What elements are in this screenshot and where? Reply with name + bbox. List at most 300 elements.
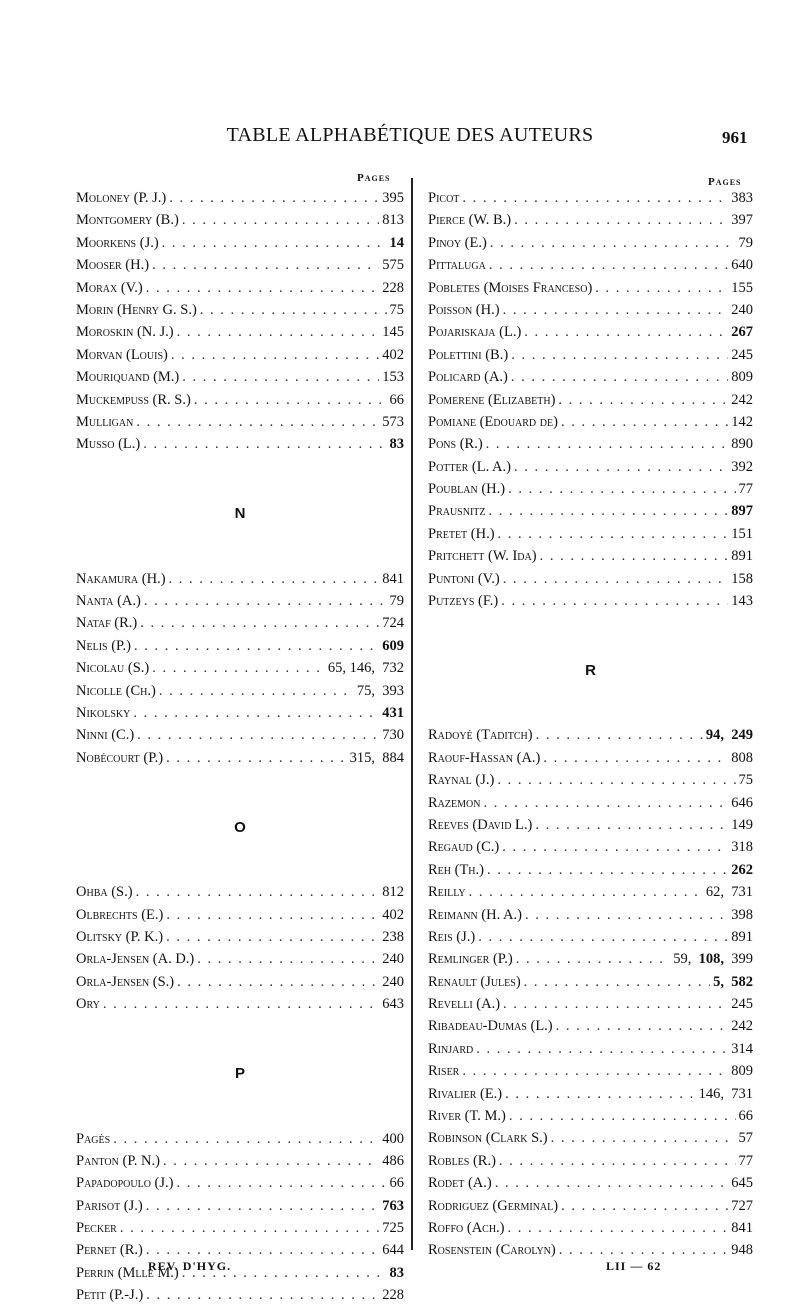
index-entry xyxy=(76,392,404,414)
index-entry xyxy=(428,1175,753,1197)
page-references xyxy=(390,1175,405,1192)
page-ref: 65, 146, xyxy=(327,660,375,677)
page-references xyxy=(731,907,753,924)
index-entry xyxy=(76,1220,404,1242)
page-references xyxy=(390,436,405,453)
index-entry xyxy=(76,884,404,906)
page-ref: 393 xyxy=(382,682,404,699)
page-number: 961 xyxy=(722,128,748,147)
page-references xyxy=(382,929,404,946)
dot-leader xyxy=(495,1175,729,1192)
author-name: Pobletes (Moises Franceso) xyxy=(428,279,593,296)
index-entry xyxy=(76,257,404,279)
page-ref: 83 xyxy=(389,1264,404,1281)
index-entry xyxy=(76,593,404,615)
page-references xyxy=(731,996,753,1013)
author-name: Petit (P.-J.) xyxy=(76,1287,144,1304)
index-entry xyxy=(76,974,404,996)
dot-leader xyxy=(559,1242,729,1259)
dot-leader xyxy=(469,884,703,901)
author-name: Orla-Jensen (A. D.) xyxy=(76,951,195,968)
page-references xyxy=(731,1175,753,1192)
dot-leader xyxy=(499,1153,736,1170)
dot-leader xyxy=(551,1130,736,1147)
index-entry xyxy=(428,302,753,324)
index-entry xyxy=(428,548,753,570)
page-references xyxy=(382,324,404,341)
index-entry xyxy=(76,1242,404,1264)
page-ref: 646 xyxy=(731,794,753,811)
author-name: Rodriguez (Germinal) xyxy=(428,1197,559,1214)
author-name: Parisot (J.) xyxy=(76,1197,143,1214)
page-ref: 400 xyxy=(382,1130,404,1147)
index-entry xyxy=(76,1175,404,1197)
index-entry xyxy=(428,929,753,951)
page-references xyxy=(382,280,404,297)
dot-leader xyxy=(166,750,346,767)
page-ref: 431 xyxy=(382,705,404,722)
page-ref: 77 xyxy=(738,481,753,498)
author-name: Poisson (H.) xyxy=(428,301,500,318)
index-entry xyxy=(428,951,753,973)
index-entry xyxy=(428,280,753,302)
dot-leader xyxy=(483,795,728,812)
page-ref: 891 xyxy=(731,928,753,945)
page-ref: 645 xyxy=(731,1175,753,1192)
dot-leader xyxy=(561,1198,728,1215)
index-entry xyxy=(428,1130,753,1152)
author-name: Raouf-Hassan (A.) xyxy=(428,749,541,766)
page-ref: 146, xyxy=(698,1085,724,1102)
index-entry xyxy=(428,1041,753,1063)
index-entry xyxy=(428,862,753,884)
page-ref: 149 xyxy=(731,816,753,833)
page-ref: 14 xyxy=(389,234,404,251)
page-ref: 573 xyxy=(382,413,404,430)
page-ref: 644 xyxy=(382,1242,404,1259)
page-ref: 59, xyxy=(673,951,692,968)
author-name: Raynal (J.) xyxy=(428,772,495,789)
index-entry xyxy=(428,1086,753,1108)
index-entry xyxy=(428,571,753,593)
author-name: Mulligan xyxy=(76,413,134,430)
author-name: Reilly xyxy=(428,884,466,901)
dot-leader xyxy=(535,817,728,834)
dot-leader xyxy=(486,436,729,453)
page-references xyxy=(382,190,404,207)
index-entry xyxy=(428,459,753,481)
page-references xyxy=(390,392,405,409)
page-ref: 262 xyxy=(731,861,753,878)
page-references xyxy=(731,1041,753,1058)
page-ref: 813 xyxy=(382,212,404,229)
author-name: Montgomery (B.) xyxy=(76,212,179,229)
index-entry xyxy=(428,392,753,414)
page-references xyxy=(731,369,753,386)
page-ref: 841 xyxy=(382,570,404,587)
dot-leader xyxy=(556,1018,729,1035)
dot-leader xyxy=(502,839,728,856)
dot-leader xyxy=(503,302,729,319)
author-name: Olbrechts (E.) xyxy=(76,906,164,923)
index-entry xyxy=(428,593,753,615)
index-entry xyxy=(76,907,404,929)
right-column xyxy=(428,190,753,1265)
page-ref: 763 xyxy=(382,1197,404,1214)
author-name: Ninni (C.) xyxy=(76,727,135,744)
dot-leader xyxy=(144,593,387,610)
page-references xyxy=(382,1242,404,1259)
page-references xyxy=(382,212,404,229)
dot-leader xyxy=(137,727,379,744)
page-ref: 486 xyxy=(382,1152,404,1169)
index-entry xyxy=(76,1131,404,1153)
dot-leader xyxy=(511,347,728,364)
page-references xyxy=(357,683,404,700)
index-entry xyxy=(76,436,404,458)
page-references xyxy=(382,257,404,274)
page-references xyxy=(731,526,753,543)
dot-leader xyxy=(536,727,703,744)
author-name: Moorkens (J.) xyxy=(76,234,159,251)
page-ref: 948 xyxy=(731,1242,753,1259)
author-name: Reeves (David L.) xyxy=(428,816,533,833)
index-entry xyxy=(76,1153,404,1175)
page-references xyxy=(731,324,753,341)
index-entry xyxy=(428,996,753,1018)
page-ref: 609 xyxy=(382,637,404,654)
page-references xyxy=(731,436,753,453)
dot-leader xyxy=(177,324,380,341)
dot-leader xyxy=(146,1242,379,1259)
index-entry xyxy=(76,190,404,212)
index-entry xyxy=(76,705,404,727)
dot-leader xyxy=(509,1108,736,1125)
page-ref: 809 xyxy=(731,1063,753,1080)
author-name: Ohba (S.) xyxy=(76,884,133,901)
dot-leader xyxy=(146,1198,380,1215)
dot-leader xyxy=(508,481,735,498)
page-ref: 158 xyxy=(731,570,753,587)
author-name: Ribadeau-Dumas (L.) xyxy=(428,1018,553,1035)
page-ref: 66 xyxy=(389,391,404,408)
page-ref: 143 xyxy=(731,593,753,610)
index-entry xyxy=(428,257,753,279)
dot-leader xyxy=(133,705,379,722)
dot-leader xyxy=(525,907,728,924)
column-divider xyxy=(411,178,413,1250)
index-entry xyxy=(428,907,753,929)
page-references xyxy=(706,884,753,901)
footer-journal: REV. D'HYG. xyxy=(148,1259,232,1273)
page-references xyxy=(731,212,753,229)
author-name: Mooser (H.) xyxy=(76,257,150,274)
index-entry xyxy=(76,683,404,705)
index-entry xyxy=(428,795,753,817)
page-ref: 240 xyxy=(382,951,404,968)
index-entry xyxy=(76,929,404,951)
page-ref: 238 xyxy=(382,928,404,945)
footer-volume: LII — 62 xyxy=(606,1259,662,1273)
page-references xyxy=(382,974,404,991)
page-references xyxy=(739,235,754,252)
author-name: Papadopoulo (J.) xyxy=(76,1175,174,1192)
index-entry xyxy=(428,235,753,257)
page-references xyxy=(390,593,405,610)
page-ref: 62, xyxy=(705,884,724,901)
dot-leader xyxy=(136,884,380,901)
index-entry xyxy=(428,884,753,906)
page-ref: 315, xyxy=(349,749,375,766)
page-references xyxy=(713,974,753,991)
author-name: Pagès xyxy=(76,1130,111,1147)
page-ref: 402 xyxy=(382,906,404,923)
author-name: Rivalier (E.) xyxy=(428,1085,503,1102)
page-ref: 395 xyxy=(382,190,404,206)
page-ref: 79 xyxy=(738,234,753,251)
author-name: Nataf (R.) xyxy=(76,615,138,632)
page-title: TABLE ALPHABÉTIQUE DES AUTEURS xyxy=(226,124,594,146)
author-name: Poublan (H.) xyxy=(428,481,506,498)
author-name: Robles (R.) xyxy=(428,1152,496,1169)
page-ref: 66 xyxy=(389,1175,404,1192)
page-references xyxy=(731,1242,753,1259)
dot-leader xyxy=(103,996,379,1013)
dot-leader xyxy=(176,1175,386,1192)
page-references xyxy=(382,1198,404,1215)
page-references xyxy=(731,190,753,207)
author-name: Pretet (H.) xyxy=(428,525,495,542)
page-references xyxy=(382,414,404,431)
section-letter: O xyxy=(234,818,246,836)
page-references xyxy=(731,347,753,364)
dot-leader xyxy=(503,571,729,588)
author-name: Putzeys (F.) xyxy=(428,593,499,610)
index-entry xyxy=(428,1198,753,1220)
author-name: Morvan (Louis) xyxy=(76,346,168,363)
page-ref: 575 xyxy=(382,257,404,274)
dot-leader xyxy=(497,772,735,789)
index-entry xyxy=(428,414,753,436)
author-name: Pons (R.) xyxy=(428,436,483,453)
page-ref: 812 xyxy=(382,884,404,901)
page-references xyxy=(739,772,754,789)
page-ref: 57 xyxy=(738,1130,753,1147)
page-ref: 94, xyxy=(705,727,724,744)
dot-leader xyxy=(152,660,325,677)
dot-leader xyxy=(501,593,728,610)
page-ref: 643 xyxy=(382,996,404,1013)
dot-leader xyxy=(478,929,728,946)
page-ref: 890 xyxy=(731,436,753,453)
page-ref: 151 xyxy=(731,525,753,542)
author-name: Nicolle (Ch.) xyxy=(76,682,156,699)
author-name: Muckempuss (R. S.) xyxy=(76,391,191,408)
author-name: Pittaluga xyxy=(428,257,486,274)
dot-leader xyxy=(143,436,386,453)
page-ref: 242 xyxy=(731,1018,753,1035)
index-entry xyxy=(428,436,753,458)
section-letter: P xyxy=(234,1065,245,1083)
dot-leader xyxy=(113,1131,379,1148)
index-entry xyxy=(76,1265,404,1287)
page-ref: 267 xyxy=(731,324,753,341)
author-name: Rosenstein (Carolyn) xyxy=(428,1242,556,1259)
page-ref: 392 xyxy=(731,458,753,475)
page-references xyxy=(731,1220,753,1237)
author-name: Mouriquand (M.) xyxy=(76,369,180,386)
dot-leader xyxy=(166,929,379,946)
left-column xyxy=(76,190,404,1310)
index-entry xyxy=(76,660,404,682)
section-letter: N xyxy=(234,505,246,523)
author-name: Pierce (W. B.) xyxy=(428,212,512,229)
author-name: Perrin (Mlle M.) xyxy=(76,1264,179,1281)
author-name: Revelli (A.) xyxy=(428,996,501,1013)
index-entry xyxy=(428,1063,753,1085)
page-ref: 640 xyxy=(731,257,753,274)
page-references xyxy=(731,862,753,879)
dot-leader xyxy=(171,347,379,364)
index-entry xyxy=(76,727,404,749)
page-ref: 145 xyxy=(382,324,404,341)
dot-leader xyxy=(505,1086,695,1103)
dot-leader xyxy=(476,1041,728,1058)
page-references xyxy=(673,951,753,968)
author-name: Pomerene (Elizabeth) xyxy=(428,391,556,408)
dot-leader xyxy=(489,503,729,520)
section-letter: R xyxy=(585,662,596,680)
index-entry xyxy=(428,324,753,346)
dot-leader xyxy=(490,235,736,252)
page-ref: 79 xyxy=(389,593,404,610)
dot-leader xyxy=(516,951,671,968)
page-ref: 402 xyxy=(382,346,404,363)
author-name: Moloney (P. J.) xyxy=(76,190,167,206)
author-name: Nobécourt (P.) xyxy=(76,749,164,766)
page-references xyxy=(731,817,753,834)
author-name: Morax (V.) xyxy=(76,279,143,296)
page-references xyxy=(731,459,753,476)
dot-leader xyxy=(508,1220,729,1237)
index-entry xyxy=(428,772,753,794)
dot-leader xyxy=(524,974,710,991)
page-references xyxy=(731,1018,753,1035)
author-name: Nicolau (S.) xyxy=(76,660,150,677)
index-entry xyxy=(428,1153,753,1175)
page-references xyxy=(731,257,753,274)
left-pages-heading: Pages xyxy=(357,172,391,184)
author-name: Pernet (R.) xyxy=(76,1242,143,1259)
page-ref: 841 xyxy=(731,1220,753,1236)
author-name: Orla-Jensen (S.) xyxy=(76,973,175,990)
dot-leader xyxy=(146,1287,379,1304)
author-name: River (T. M.) xyxy=(428,1108,506,1125)
author-name: Nikolsky xyxy=(76,705,131,722)
page-ref: 884 xyxy=(382,749,404,766)
author-name: Musso (L.) xyxy=(76,436,141,453)
index-entry xyxy=(428,347,753,369)
page-ref: 245 xyxy=(731,346,753,363)
page-references xyxy=(382,571,404,588)
page-references xyxy=(390,302,405,319)
page-references xyxy=(731,1063,753,1080)
index-entry xyxy=(428,369,753,391)
author-name: Pomiane (Edouard de) xyxy=(428,413,558,430)
page-ref: 725 xyxy=(382,1220,404,1237)
page-references xyxy=(731,839,753,856)
author-name: Reh (Th.) xyxy=(428,861,484,878)
page-ref: 240 xyxy=(731,301,753,318)
dot-leader xyxy=(163,1153,379,1170)
author-name: Pinoy (E.) xyxy=(428,234,487,251)
dot-leader xyxy=(462,190,728,207)
page-references xyxy=(382,907,404,924)
index-entry xyxy=(76,571,404,593)
dot-leader xyxy=(503,996,728,1013)
dot-leader xyxy=(169,190,379,207)
page-references xyxy=(382,884,404,901)
dot-leader xyxy=(169,571,380,588)
page-ref: 314 xyxy=(731,1040,753,1057)
page-references xyxy=(382,1287,404,1304)
author-name: Robinson (Clark S.) xyxy=(428,1130,548,1147)
index-entry xyxy=(76,347,404,369)
page-ref: 66 xyxy=(738,1108,753,1125)
author-name: Rodet (A.) xyxy=(428,1175,492,1192)
page-ref: 730 xyxy=(382,727,404,744)
author-name: Remlinger (P.) xyxy=(428,951,513,968)
dot-leader xyxy=(462,1063,728,1080)
dot-leader xyxy=(182,212,379,229)
page-ref: 731 xyxy=(731,884,753,901)
page-references xyxy=(382,951,404,968)
page-ref: 108, xyxy=(698,951,724,968)
dot-leader xyxy=(194,392,387,409)
page-ref: 153 xyxy=(382,369,404,386)
page-references xyxy=(731,593,753,610)
page-references xyxy=(731,302,753,319)
page-ref: 383 xyxy=(731,190,753,206)
page-references xyxy=(739,1108,754,1125)
page-references xyxy=(382,615,404,632)
page-ref: 240 xyxy=(382,973,404,990)
dot-leader xyxy=(136,414,379,431)
index-entry xyxy=(428,481,753,503)
author-name: Riser xyxy=(428,1063,460,1080)
page-ref: 75, xyxy=(356,682,375,699)
dot-leader xyxy=(134,638,379,655)
page-ref: 891 xyxy=(731,548,753,565)
index-entry xyxy=(428,727,753,749)
dot-leader xyxy=(543,750,728,767)
author-name: Polettini (B.) xyxy=(428,346,509,363)
author-name: Picot xyxy=(428,190,460,206)
page-references xyxy=(382,1220,404,1237)
author-name: Puntoni (V.) xyxy=(428,570,500,587)
author-name: Renault (Jules) xyxy=(428,973,521,990)
dot-leader xyxy=(487,862,728,879)
index-entry xyxy=(428,1108,753,1130)
index-entry xyxy=(76,324,404,346)
index-entry xyxy=(76,302,404,324)
page-references xyxy=(382,369,404,386)
page-ref: 245 xyxy=(731,996,753,1013)
author-name: Pritchett (W. Ida) xyxy=(428,548,537,565)
page-references xyxy=(706,727,753,744)
index-entry xyxy=(76,280,404,302)
page-ref: 582 xyxy=(731,973,753,990)
